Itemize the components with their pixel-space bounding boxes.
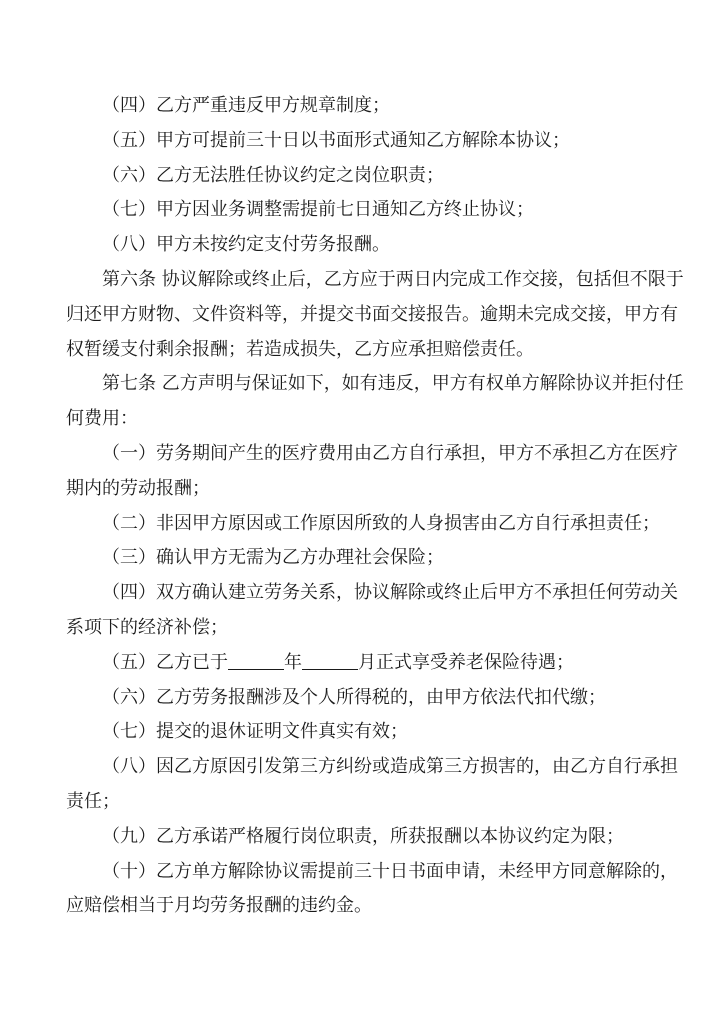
clause-item-cont: 应赔偿相当于月均劳务报酬的违约金。 — [66, 895, 372, 917]
pension-prefix: （五）乙方已于 — [102, 651, 228, 673]
clause-item: （七）提交的退休证明文件真实有效； — [102, 721, 408, 743]
article-6-line: 归还甲方财物、文件资料等，并提交书面交接报告。逾期未完成交接，甲方有 — [66, 303, 678, 325]
pension-clause — [66, 646, 656, 681]
clause-item: （七）甲方因业务调整需提前七日通知乙方终止协议； — [102, 199, 534, 221]
clause-item-cont: 责任； — [66, 790, 120, 812]
clause-item: （一）劳务期间产生的医疗费用由乙方自行承担，甲方不承担乙方在医疗 — [102, 442, 678, 464]
clause-item: （三）确认甲方无需为乙方办理社会保险； — [102, 547, 444, 569]
clause-item: （五）甲方可提前三十日以书面形式通知乙方解除本协议； — [102, 129, 570, 151]
article-7-line: 第七条 乙方声明与保证如下，如有违反，甲方有权单方解除协议并拒付任 — [102, 373, 684, 395]
clause-item: （八）甲方未按约定支付劳务报酬。 — [102, 234, 390, 256]
article-6-line: 权暂缓支付剩余报酬；若造成损失，乙方应承担赔偿责任。 — [66, 338, 534, 360]
clause-item: （四）双方确认建立劳务关系，协议解除或终止后甲方不承担任何劳动关 — [102, 582, 678, 604]
year-label: 年 — [284, 651, 302, 673]
clause-item: （六）乙方劳务报酬涉及个人所得税的，由甲方依法代扣代缴； — [102, 686, 606, 708]
article-6-line: 第六条 协议解除或终止后，乙方应于两日内完成工作交接，包括但不限于 — [102, 268, 684, 290]
clause-item: （十）乙方单方解除协议需提前三十日书面申请，未经甲方同意解除的， — [102, 860, 678, 882]
clause-item: （二）非因甲方原因或工作原因所致的人身损害由乙方自行承担责任； — [102, 512, 660, 534]
article-7-line: 何费用： — [66, 408, 138, 430]
clause-item: （八）因乙方原因引发第三方纠纷或造成第三方损害的，由乙方自行承担 — [102, 756, 678, 778]
month-blank-field[interactable] — [302, 651, 358, 670]
pension-suffix: 月正式享受养老保险待遇； — [358, 651, 574, 673]
clause-item-cont: 期内的劳动报酬； — [66, 477, 210, 499]
document-page — [66, 89, 684, 924]
clause-item: （四）乙方严重违反甲方规章制度； — [102, 95, 390, 116]
clause-item: （六）乙方无法胜任协议约定之岗位职责； — [102, 164, 444, 186]
clause-item-cont: 系项下的经济补偿； — [66, 616, 228, 638]
clause-item: （九）乙方承诺严格履行岗位职责，所获报酬以本协议约定为限； — [102, 825, 624, 847]
year-blank-field[interactable] — [228, 651, 284, 670]
